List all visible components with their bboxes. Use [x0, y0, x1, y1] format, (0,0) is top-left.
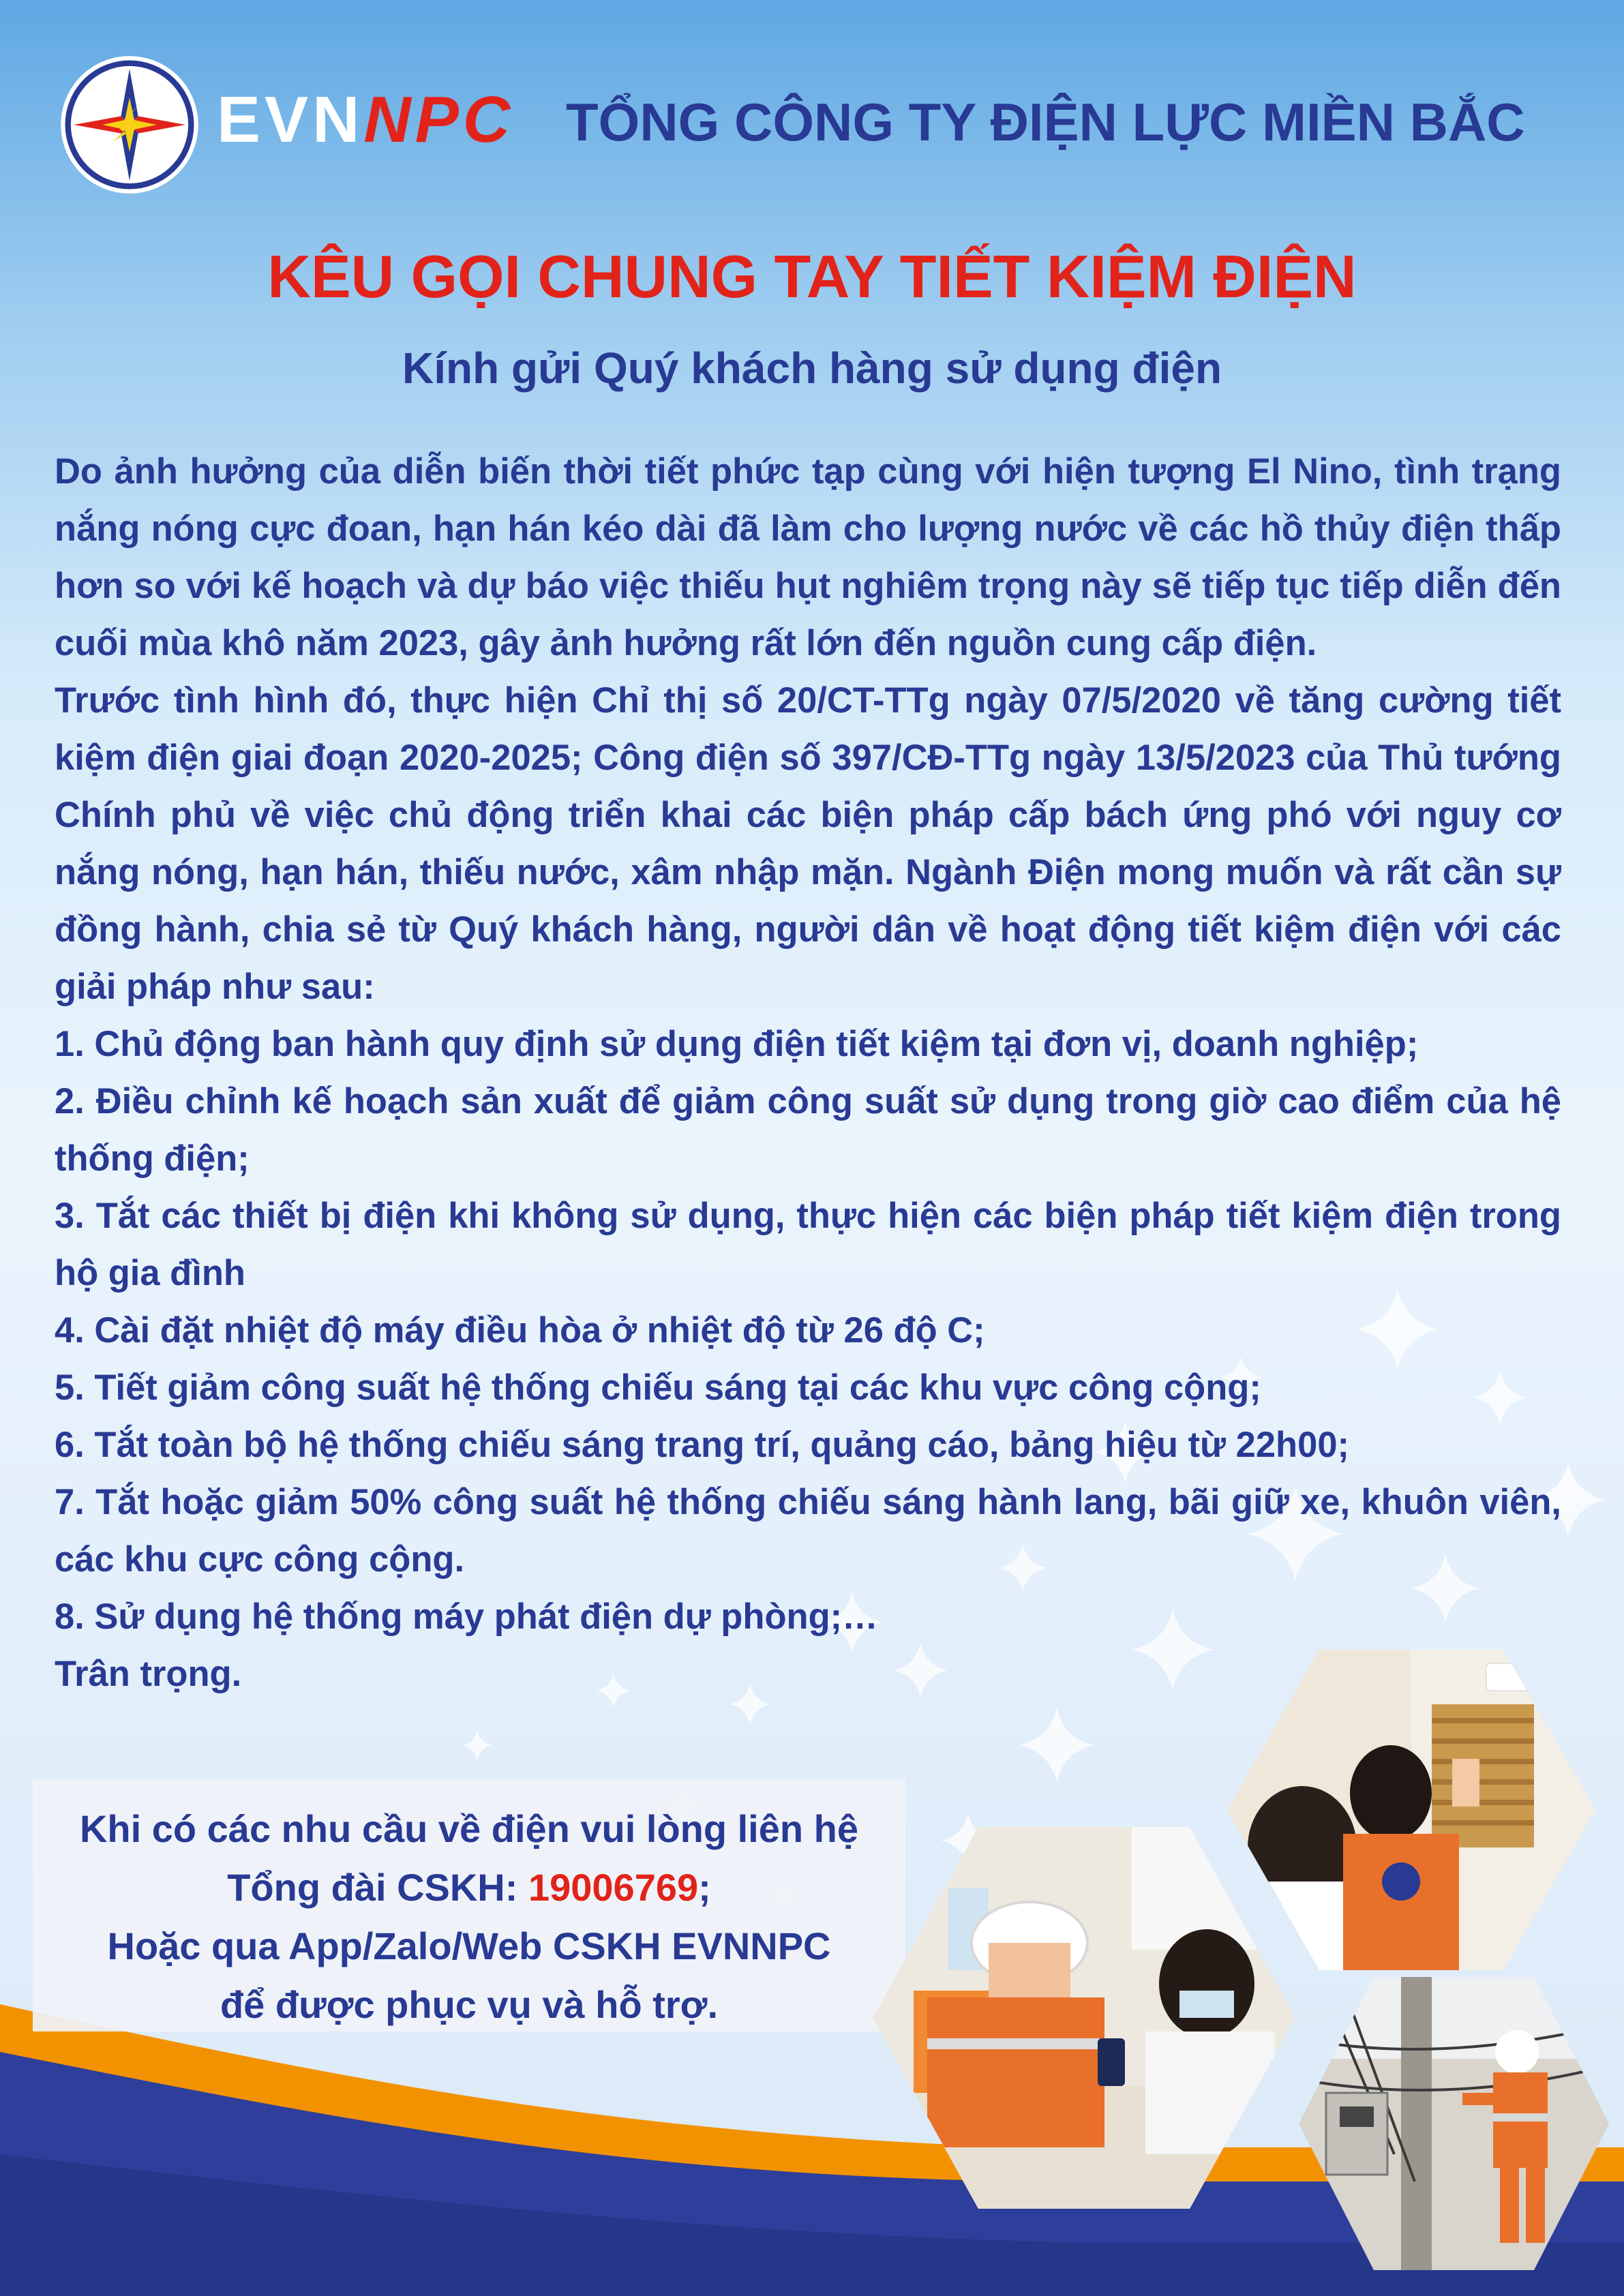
brand-wordmark [217, 83, 515, 156]
list-item: 1. Chủ động ban hành quy định sử dụng điện tiết kiệm tại đơn vị, doanh nghiệp; [55, 1024, 1419, 1064]
paragraph-intro: Do ảnh hưởng của diễn biến thời tiết phức tạp cùng với hiện tượng El Nino, tình trạng nắng nóng cực đoan, hạn hán kéo dài đã làm cho lượng nước về các hồ thủy điện thấp hơn so với kế hoạch và dự báo việc thiếu hụt nghiêm trọng này sẽ tiếp tục tiếp diễn đến cuối mùa khô năm 2023, gây ảnh hưởng rất lớn đến nguồn cung cấp điện. [55, 451, 1561, 663]
letter-body [55, 443, 1561, 1703]
company-name: TỔNG CÔNG TY ĐIỆN LỰC MIỀN BẮC [566, 92, 1525, 152]
list-item: 5. Tiết giảm công suất hệ thống chiếu sáng tại các khu vực công cộng; [55, 1368, 1261, 1408]
closing-line: Trân trọng. [55, 1654, 242, 1694]
list-item: 3. Tắt các thiết bị điện khi không sử dụng, thực hiện các biện pháp tiết kiệm điện trong hộ gia đình [55, 1196, 1561, 1293]
hotline-suffix: ; [698, 1866, 711, 1909]
contact-line-4: để được phục vụ và hỗ trợ. [220, 1983, 719, 2026]
brand-npc: NPC [363, 83, 515, 156]
evn-logo-icon [58, 53, 201, 196]
contact-box [33, 1779, 905, 2031]
sparkle-star-icon [462, 1730, 492, 1760]
photo-pole-maintenance [1299, 1977, 1609, 2270]
list-item: 8. Sử dụng hệ thống máy phát điện dự phòng;… [55, 1597, 878, 1637]
paragraph-context: Trước tình hình đó, thực hiện Chỉ thị số 20/CT-TTg ngày 07/5/2020 về tăng cường tiết kiệm điện giai đoạn 2020-2025; Công điện số 397/CĐ-TTg ngày 13/5/2023 của Thủ tướng Chính phủ về việc chủ động triển khai các biện pháp cấp bách ứng phó với nguy cơ nắng nóng, hạn hán, thiếu nước, xâm nhập mặn. Ngành Điện mong muốn và rất cần sự đồng hành, chia sẻ từ Quý khách hàng, người dân về hoạt động tiết kiệm điện với các giải pháp như sau: [55, 680, 1561, 1007]
brand-evn: EVN [217, 83, 364, 156]
page-subtitle: Kính gửi Quý khách hàng sử dụng điện [402, 344, 1222, 393]
page-title: KÊU GỌI CHUNG TAY TIẾT KIỆM ĐIỆN [267, 243, 1357, 310]
hotline-label: Tổng đài CSKH: [227, 1866, 528, 1909]
list-item: 6. Tắt toàn bộ hệ thống chiếu sáng trang trí, quảng cáo, bảng hiệu từ 22h00; [55, 1425, 1349, 1465]
list-item: 2. Điều chỉnh kế hoạch sản xuất để giảm công suất sử dụng trong giờ cao điểm của hệ thống điện; [55, 1081, 1561, 1179]
sparkle-star-icon [1019, 1708, 1094, 1783]
list-item: 4. Cài đặt nhiệt độ máy điều hòa ở nhiệt độ từ 26 độ C; [55, 1310, 985, 1350]
list-item: 7. Tắt hoặc giảm 50% công suất hệ thống chiếu sáng hành lang, bãi giữ xe, khuôn viên, các khu cực công cộng. [55, 1482, 1561, 1580]
hotline-number[interactable]: 19006769 [528, 1866, 699, 1909]
contact-line-3: Hoặc qua App/Zalo/Web CSKH EVNNPC [107, 1924, 831, 1967]
contact-line-1: Khi có các nhu cầu về điện vui lòng liên hệ [79, 1807, 858, 1850]
photo-customer-service [873, 1827, 1295, 2209]
contact-line-2 [33, 1858, 905, 1917]
